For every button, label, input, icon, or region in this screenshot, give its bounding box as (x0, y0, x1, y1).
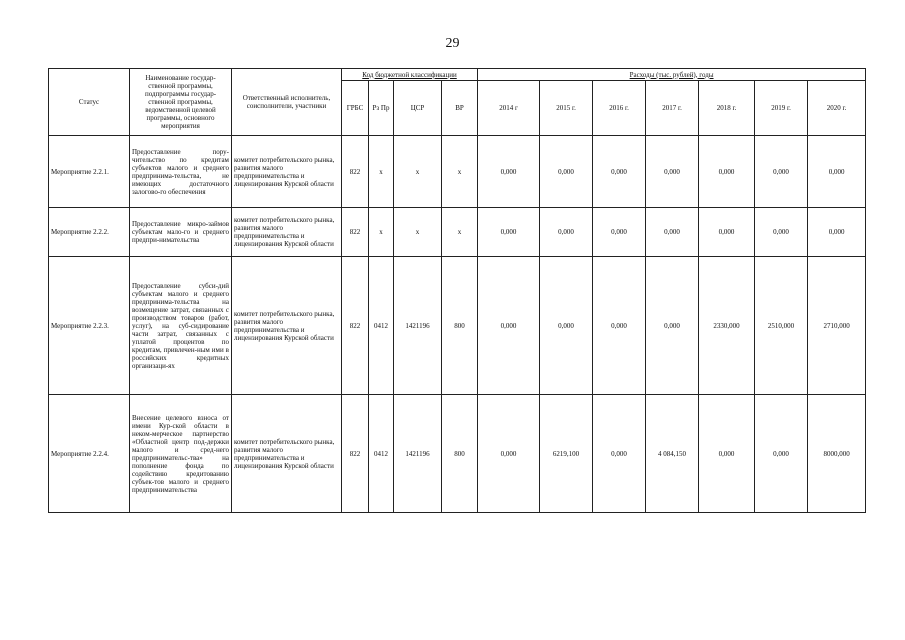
value-cell: 0,000 (699, 395, 755, 513)
status-cell: Мероприятие 2.2.2. (49, 208, 130, 257)
status-cell: Мероприятие 2.2.1. (49, 136, 130, 208)
grbs-cell: 822 (342, 136, 369, 208)
header-status: Статус (49, 69, 130, 136)
name-cell: Предоставление микро-займов субъектам мало-го и среднего предпри-нимательства (130, 208, 232, 257)
executor-cell: комитет потребительского рынка, развития малого предпринимательства и лицензирования Курской области (232, 395, 342, 513)
value-cell: 0,000 (808, 208, 866, 257)
value-cell: 0,000 (755, 136, 808, 208)
value-cell: 8000,000 (808, 395, 866, 513)
value-cell: 6219,100 (540, 395, 593, 513)
executor-cell: комитет потребительского рынка, развития малого предпринимательства и лицензирования Курской области (232, 257, 342, 395)
csr-cell: 1421196 (394, 395, 442, 513)
csr-cell: 1421196 (394, 257, 442, 395)
header-year: 2015 г. (540, 81, 593, 136)
value-cell: 0,000 (478, 208, 540, 257)
header-year: 2019 г. (755, 81, 808, 136)
table-row (49, 395, 866, 513)
page-number: 29 (445, 36, 460, 51)
value-cell: 0,000 (699, 136, 755, 208)
executor-cell: комитет потребительского рынка, развития малого предпринимательства и лицензирования Курской области (232, 208, 342, 257)
value-cell: 0,000 (646, 136, 699, 208)
name-cell: Предоставление субси-дий субъектам малого и среднего предпринима-тельства на возмещение затрат, связанных с производством товаров (работ, услуг), на суб-сидирование части затрат, связанных с уплатой процентов по кредитам, привлечен-ным ими в российских кредитных организаци-ях (130, 257, 232, 395)
status-cell: Мероприятие 2.2.3. (49, 257, 130, 395)
header-grbs: ГРБС (342, 81, 369, 136)
value-cell: 0,000 (755, 208, 808, 257)
header-year: 2018 г. (699, 81, 755, 136)
value-cell: 0,000 (540, 136, 593, 208)
value-cell: 2510,000 (755, 257, 808, 395)
rzpr-cell: 0412 (369, 257, 394, 395)
table-row (49, 208, 866, 257)
value-cell: 0,000 (478, 136, 540, 208)
table-row (49, 257, 866, 395)
header-year: 2016 г. (593, 81, 646, 136)
vr-cell: х (442, 136, 478, 208)
grbs-cell: 822 (342, 208, 369, 257)
header-rzpr: Рз Пр (369, 81, 394, 136)
header-year: 2014 г (478, 81, 540, 136)
value-cell: 0,000 (646, 208, 699, 257)
value-cell: 0,000 (593, 208, 646, 257)
csr-cell: х (394, 136, 442, 208)
grbs-cell: 822 (342, 395, 369, 513)
header-expenses: Расходы (тыс. рублей), годы (478, 69, 866, 81)
name-cell: Внесение целевого взноса от имени Кур-ской области в неком-мерческое партнерство «Областной центр под-держки малого и сред-него предпринимательс-тва» на пополнение фонда по содействию кредитованию субъек-тов малого и среднего предпринимательства (130, 395, 232, 513)
header-name: Наименование государ-ственной программы, подпрограммы государ-ственной программы, ведомственной целевой программы, основного мероприятия (130, 69, 232, 136)
header-year: 2020 г. (808, 81, 866, 136)
csr-cell: х (394, 208, 442, 257)
vr-cell: 800 (442, 257, 478, 395)
header-budget-classification: Код бюджетной классификации (342, 69, 478, 81)
budget-table (48, 68, 866, 513)
value-cell: 0,000 (646, 257, 699, 395)
header-vr: ВР (442, 81, 478, 136)
vr-cell: х (442, 208, 478, 257)
status-cell: Мероприятие 2.2.4. (49, 395, 130, 513)
rzpr-cell: 0412 (369, 395, 394, 513)
header-year: 2017 г. (646, 81, 699, 136)
value-cell: 2330,000 (699, 257, 755, 395)
executor-cell: комитет потребительского рынка, развития малого предпринимательства и лицензирования Курской области (232, 136, 342, 208)
header-csr: ЦСР (394, 81, 442, 136)
name-cell: Предоставление пору-чительство по кредитам субъектов малого и среднего предпринима-тельства, не имеющих достаточного залогово-го обеспечения (130, 136, 232, 208)
value-cell: 0,000 (593, 136, 646, 208)
value-cell: 0,000 (478, 395, 540, 513)
value-cell: 2710,000 (808, 257, 866, 395)
value-cell: 4 084,150 (646, 395, 699, 513)
value-cell: 0,000 (593, 257, 646, 395)
table-row (49, 136, 866, 208)
value-cell: 0,000 (755, 395, 808, 513)
grbs-cell: 822 (342, 257, 369, 395)
value-cell: 0,000 (699, 208, 755, 257)
value-cell: 0,000 (808, 136, 866, 208)
vr-cell: 800 (442, 395, 478, 513)
value-cell: 0,000 (540, 208, 593, 257)
value-cell: 0,000 (593, 395, 646, 513)
header-executor: Ответственный исполнитель, соисполнители, участники (232, 69, 342, 136)
rzpr-cell: х (369, 208, 394, 257)
rzpr-cell: х (369, 136, 394, 208)
value-cell: 0,000 (478, 257, 540, 395)
value-cell: 0,000 (540, 257, 593, 395)
